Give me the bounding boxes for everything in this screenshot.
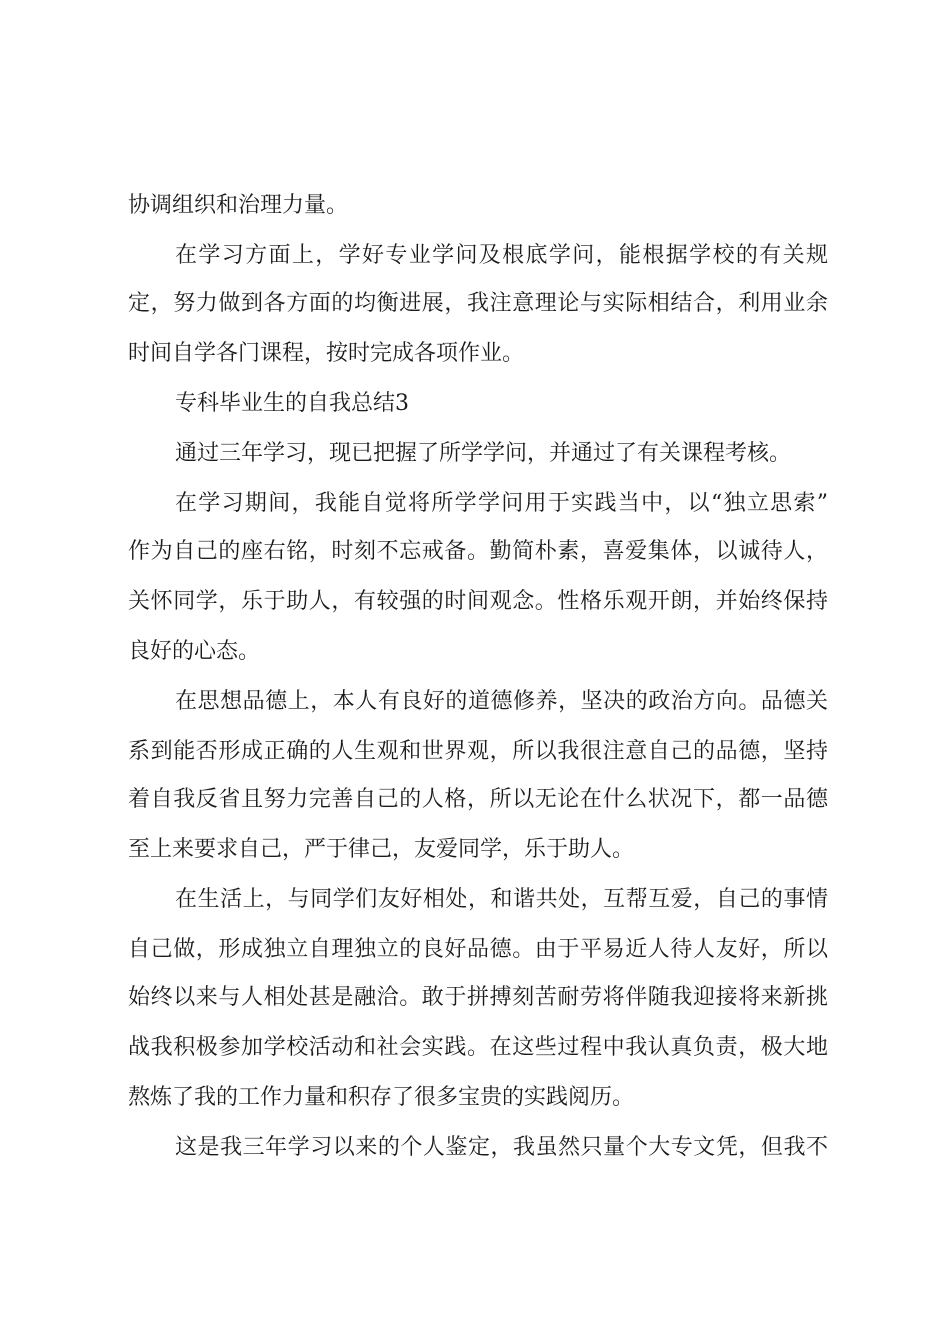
paragraph-line: 在思想品德上，本人有良好的道德修养，坚决的政治方向。品德关: [175, 689, 828, 714]
paragraph-line: 这是我三年学习以来的个人鉴定，我虽然只量个大专文凭，但我不: [175, 1135, 828, 1160]
paragraph-line: 在学习期间，我能自觉将所学学问用于实践当中，以“独立思索”: [175, 491, 828, 516]
paragraph-line: 自己做，形成独立自理独立的良好品德。由于平易近人待人友好，所以: [128, 937, 828, 962]
paragraph-line: 良好的心态。: [128, 639, 261, 664]
paragraph-line: 着自我反省且努力完善自己的人格，所以无论在什么状况下，都一品德: [128, 787, 828, 812]
paragraph-line: 在生活上，与同学们友好相处，和谐共处，互帮互爱，自己的事情: [175, 887, 828, 912]
paragraph-line: 始终以来与人相处甚是融洽。敢于拼搏刻苦耐劳将伴随我迎接将来新挑: [128, 985, 828, 1010]
paragraph-line: 系到能否形成正确的人生观和世界观，所以我很注意自己的品德，坚持: [128, 739, 828, 764]
paragraph-line: 通过三年学习，现已把握了所学学问，并通过了有关课程考核。: [175, 441, 792, 466]
paragraph-line: 至上来要求自己，严于律己，友爱同学，乐于助人。: [128, 837, 635, 862]
section-heading: 专科毕业生的自我总结3: [175, 391, 409, 416]
paragraph-line: 战我积极参加学校活动和社会实践。在这些过程中我认真负责，极大地: [128, 1035, 828, 1060]
paragraph-line: 定，努力做到各方面的均衡进展，我注意理论与实际相结合，利用业余: [128, 291, 828, 316]
paragraph-line: 关怀同学，乐于助人，有较强的时间观念。性格乐观开朗，并始终保持: [128, 589, 828, 614]
paragraph-line: 在学习方面上，学好专业学问及根底学问，能根据学校的有关规: [175, 243, 828, 268]
paragraph-line: 时间自学各门课程，按时完成各项作业。: [128, 341, 525, 366]
paragraph-line: 熬炼了我的工作力量和积存了很多宝贵的实践阅历。: [128, 1085, 635, 1110]
paragraph-line: 作为自己的座右铭，时刻不忘戒备。勤简朴素，喜爱集体，以诚待人，: [128, 539, 828, 564]
paragraph-line: 协调组织和治理力量。: [128, 193, 349, 218]
